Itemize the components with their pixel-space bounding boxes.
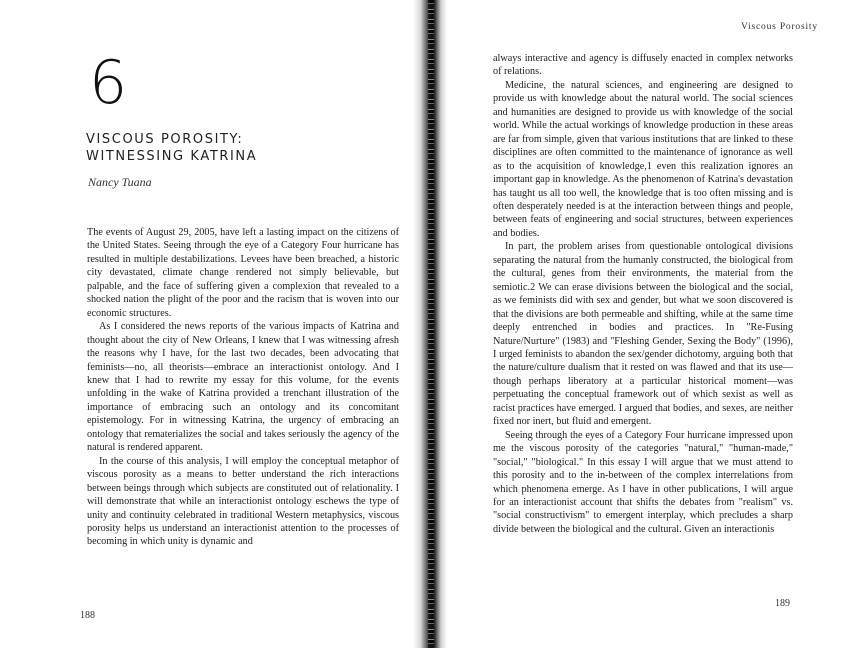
right-paragraph-3: In part, the problem arises from questionable ontological divisions separating the natural from the humanly constructed, the biological from the cultural, genes from their environments, the material from the semiotic.2 We can erase divisions between the biological and the social, as we feminists did with sex and gender, but what we soon discovered is that the divisions are both permeable and shifting, while at the same time deeply entrenched in bodies and practices. In "Re-Fusing Nature/Nurture" (1983) and "Fleshing Gender, Sexing the Body" (1996), I urged feminists to abandon the sex/gender dichotomy, arguing both that the nature/culture dualism that it rested on was flawed and that its use—though perhaps liberatory at a particular historical moment—was perpetuating the conceptual framework out of which sexist as well as racist practices have emerged. I argued that bodies, and sexes, are neither fixed nor inert, but fluid and emergent. <box>493 241 793 428</box>
chapter-title-line-1: VISCOUS POROSITY: <box>86 132 244 147</box>
chapter-number: 6 <box>89 48 128 118</box>
page-number-right: 189 <box>775 598 790 609</box>
chapter-title-line-2: WITNESSING KATRINA <box>86 149 258 164</box>
left-paragraph-1: The events of August 29, 2005, have left a lasting impact on the citizens of the United States. Seeing through the eye of a Category Four hurricane has resulted in multiple destabilizations. Levees have been breached, a historic city devastated, climate change rendered not simply believable, but palpable, and the face of suffering given a complexion that revealed to a shocked nation the plight of the poor and the racism that is woven into our economic structures. <box>87 227 399 319</box>
left-paragraph-2: As I considered the news reports of the various impacts of Katrina and thought about the city of New Orleans, I knew that I was witnessing afresh the reasons why I have, for the last two decades, been advocating that feminists—no, all theorists—embrace an interactionist ontology. And I knew that I had to rewrite my essay for this volume, for the events unfolding in the wake of Katrina provided a trenchant illustration of the importance of embracing such an ontology and its concomitant epistemology. For in witnessing Katrina, the urgency of embracing an ontology that rematerializes the social and takes seriously the agency of the natural is rendered apparent. <box>87 321 399 454</box>
chapter-author: Nancy Tuana <box>88 175 152 189</box>
book-gutter-speckle <box>428 0 434 648</box>
left-paragraph-3: In the course of this analysis, I will employ the conceptual metaphor of viscous porosity as a means to better understand the rich interactions between beings through which subjects are constituted out of relationality. I will demonstrate that while an interactionist ontology eschews the type of unity and continuity celebrated in traditional Western metaphysics, viscous porosity helps us understand an interactionist attention to the processes of becoming in which unity is dynamic and <box>87 455 399 548</box>
chapter-title <box>86 131 386 165</box>
left-page <box>0 0 415 648</box>
right-body-text <box>493 52 793 536</box>
left-body-text <box>87 226 399 549</box>
running-head: Viscous Porosity <box>741 22 818 32</box>
right-paragraph-2: Medicine, the natural sciences, and engineering are designed to provide us with knowledge about the natural world. The social sciences and humanities are designed to provide us with knowledge of the social world. While the actual workings of knowledge production in these areas are far from simple, given that various institutions that are linked to these disciplines are often committed to the maintenance of ignorance as well as to the acquisition of knowledge,1 even this realization ignores an important gap in knowledge. As the phenomenon of Katrina's devastation has taught us all too well, the knowledge that is too often missing and is often desperately needed is at the interaction between things and people, between feats of engineering and social structures, between experiences and bodies. <box>493 79 793 239</box>
right-paragraph-1: always interactive and agency is diffusely enacted in complex networks of relations. <box>493 53 793 78</box>
page-number-left: 188 <box>80 610 95 621</box>
right-paragraph-4: Seeing through the eyes of a Category Four hurricane impressed upon me the viscous porosity of the categories "natural," "human-made," "social," "biological." In this essay I will argue that we must attend to this porosity and to the in-between of the complex interrelations from which phenomena emerge. As I have in other publications, I will argue for an interactionist account that shifts the debates from "realism" vs. "social constructivism" to emergent interplay, which precludes a sharp divide between the biological and the cultural. Given an interactionis <box>493 429 793 535</box>
